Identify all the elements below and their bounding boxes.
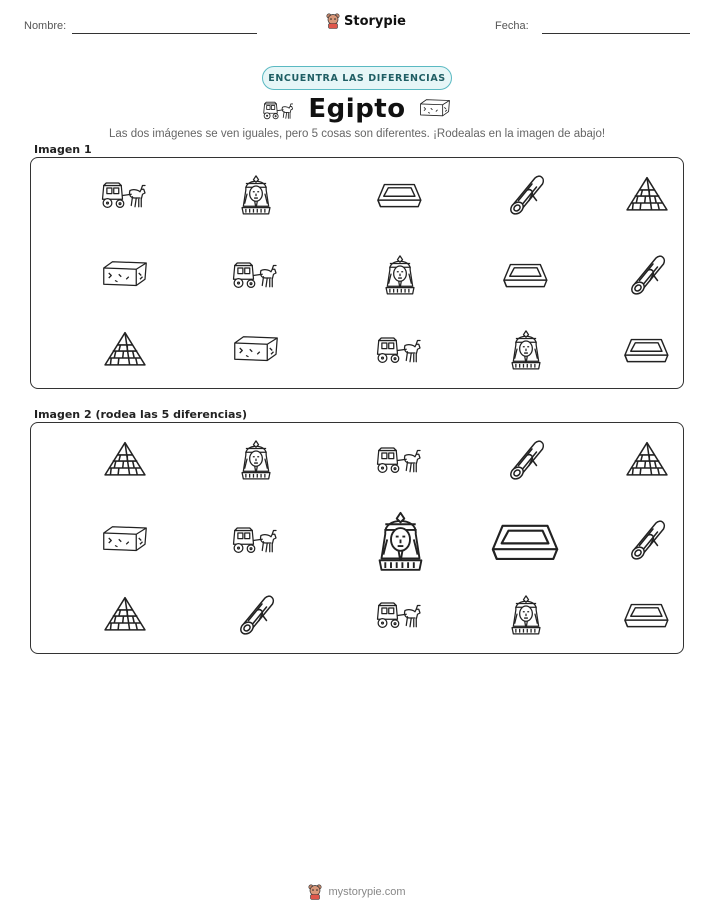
date-label: Fecha: [495,20,529,32]
pyramid-icon[interactable] [102,593,148,633]
carriage-icon [375,329,425,367]
instructions: Las dos imágenes se ven iguales, pero 5 cosas son diferentes. ¡Rodealas en la imagen de abajo! [108,128,606,140]
page-title: Egipto [308,94,406,124]
scroll-icon [502,170,550,216]
pharaoh-icon [381,250,419,296]
carriage-icon[interactable] [231,519,281,557]
stone-block-icon [100,256,150,290]
stone-block-icon[interactable] [100,521,150,555]
pharaoh-icon[interactable] [372,504,429,573]
name-label: Nombre: [24,20,67,32]
name-field-line[interactable] [72,33,257,34]
panel2-label: Imagen 2 (rodea las 5 diferencias) [34,408,248,421]
pyramid-icon[interactable] [624,438,670,478]
carriage-icon[interactable] [375,594,425,632]
bear-mascot-icon [326,13,340,29]
pharaoh-icon [507,325,545,371]
carriage-icon [100,174,150,212]
activity-badge: ENCUENTRA LAS DIFERENCIAS [262,66,452,90]
pharaoh-icon[interactable] [507,590,545,636]
pyramid-icon [624,173,670,213]
panel1-label: Imagen 1 [34,143,92,156]
image-2-panel[interactable] [30,422,684,654]
carriage-icon [231,254,281,292]
gold-bar-icon [500,256,552,290]
pharaoh-icon[interactable] [237,435,275,481]
footer-url: mystorypie.com [328,886,406,898]
scroll-icon[interactable] [232,590,280,636]
pharaoh-icon [237,170,275,216]
scroll-icon[interactable] [502,435,550,481]
gold-bar-icon[interactable] [621,596,673,630]
scroll-icon [623,250,671,296]
scroll-icon[interactable] [623,515,671,561]
gold-bar-icon[interactable] [487,513,565,564]
brand-name: Storypie [344,13,406,29]
pyramid-icon[interactable] [102,438,148,478]
stone-block-icon [231,331,281,365]
bear-mascot-icon [308,884,322,900]
storypie-logo [326,13,406,29]
gold-bar-icon [621,331,673,365]
stone-block-icon [418,96,452,122]
carriage-icon [262,96,296,122]
pyramid-icon [102,328,148,368]
footer [0,884,714,900]
image-1-panel [30,157,684,389]
gold-bar-icon [374,176,426,210]
title-row [0,92,714,126]
carriage-icon[interactable] [375,439,425,477]
date-field-line[interactable] [542,33,690,34]
